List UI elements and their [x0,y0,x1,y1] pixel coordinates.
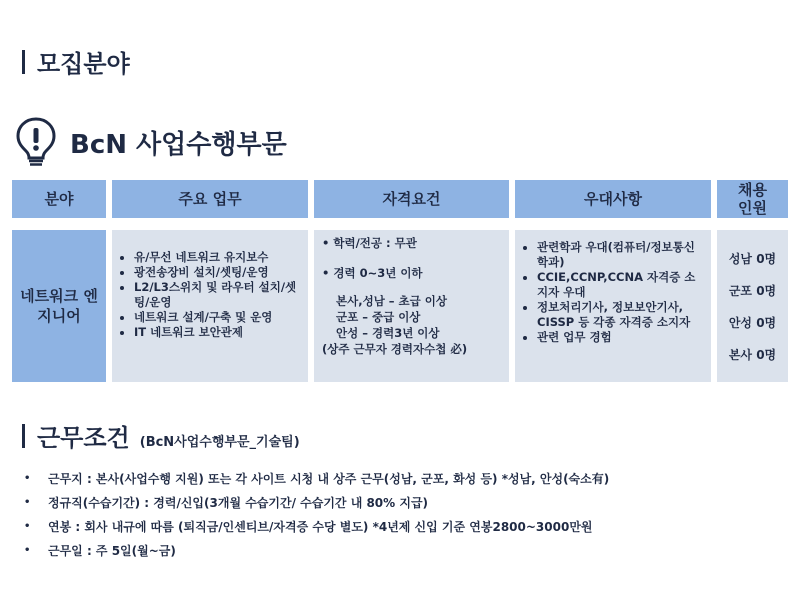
conditions-subtitle: (BcN사업수행부문_기술팀) [139,435,300,450]
field-cell: 네트워크 엔지니어 [12,230,106,382]
preference-item: • 관련학과 우대(컴퓨터/정보통신학과) [537,240,703,270]
duty-item: • 유/무선 네트워크 유지보수 [134,250,298,265]
header-field: 분야 [12,180,106,218]
headcount-item: 군포 0명 [728,283,777,298]
headcount-item: 안성 0명 [728,315,777,330]
duties-cell [112,230,308,382]
condition-text: 연봉 : 회사 내규에 따름 (퇴직금/인센티브/자격증 수당 별도) *4년제 신입 기준 연봉2800~3000만원 [48,519,593,534]
requirement-note: (상주 근무자 경력자수첩 必) [322,342,468,356]
condition-text: 근무일 : 주 5일(월~금) [48,543,176,558]
requirement-level: 안성 – 경력3년 이상 [336,326,440,340]
requirement-education: • 학력/전공 : 무관 [322,236,417,250]
bullet-icon: • [24,544,31,556]
duty-item: • 광전송장비 설치/셋팅/운영 [134,265,298,280]
preference-item: • 정보처리기사, 정보보안기사, CISSP 등 각종 자격증 소지자 [537,300,703,330]
requirement-level: 군포 – 중급 이상 [336,310,421,324]
duty-item: • 네트워크 설계/구축 및 운영 [134,310,298,325]
conditions-list [24,466,794,562]
conditions-label: 근무조건 [37,424,130,452]
condition-item [24,490,794,514]
bullet-icon: • [24,472,31,484]
title-bar [22,424,25,448]
headcount-cell [717,230,788,382]
lightbulb-icon [14,116,58,168]
requirement-experience: • 경력 0~3년 이하 [322,266,423,280]
recruit-section-label: 모집분야 [37,50,130,78]
conditions-title [22,418,300,453]
headcount-item: 성남 0명 [728,251,777,266]
preferences-cell [515,230,711,382]
condition-text: 근무지 : 본사(사업수행 지원) 또는 각 사이트 시청 내 상주 근무(성남, 군포, 화성 등) *성남, 안성(숙소有) [48,471,610,486]
duty-item: • IT 네트워크 보안관제 [134,325,298,340]
condition-text: 정규직(수습기간) : 경력/신입(3개월 수습기간/ 수습기간 내 80% 지급) [48,495,429,510]
preference-item: • CCIE,CCNP,CCNA 자격증 소지자 우대 [537,270,703,300]
bullet-icon: • [24,496,31,508]
department-title: BcN 사업수행부문 [70,129,287,160]
condition-item [24,466,794,490]
department-heading [14,116,287,168]
preference-item: • 관련 업무 경험 [537,330,703,345]
recruit-section-title [22,44,130,79]
requirement-level: 본사,성남 – 초급 이상 [336,294,448,308]
header-preferences: 우대사항 [515,180,711,218]
headcount-item: 본사 0명 [728,347,777,362]
condition-item [24,538,794,562]
bullet-icon: • [24,520,31,532]
requirements-cell [314,230,509,382]
duty-item: • L2/L3스위치 및 라우터 설치/셋팅/운영 [134,280,298,310]
header-requirements: 자격요건 [314,180,509,218]
condition-item [24,514,794,538]
header-duties: 주요 업무 [112,180,308,218]
header-headcount: 채용 인원 [717,180,788,218]
title-bar [22,50,25,74]
